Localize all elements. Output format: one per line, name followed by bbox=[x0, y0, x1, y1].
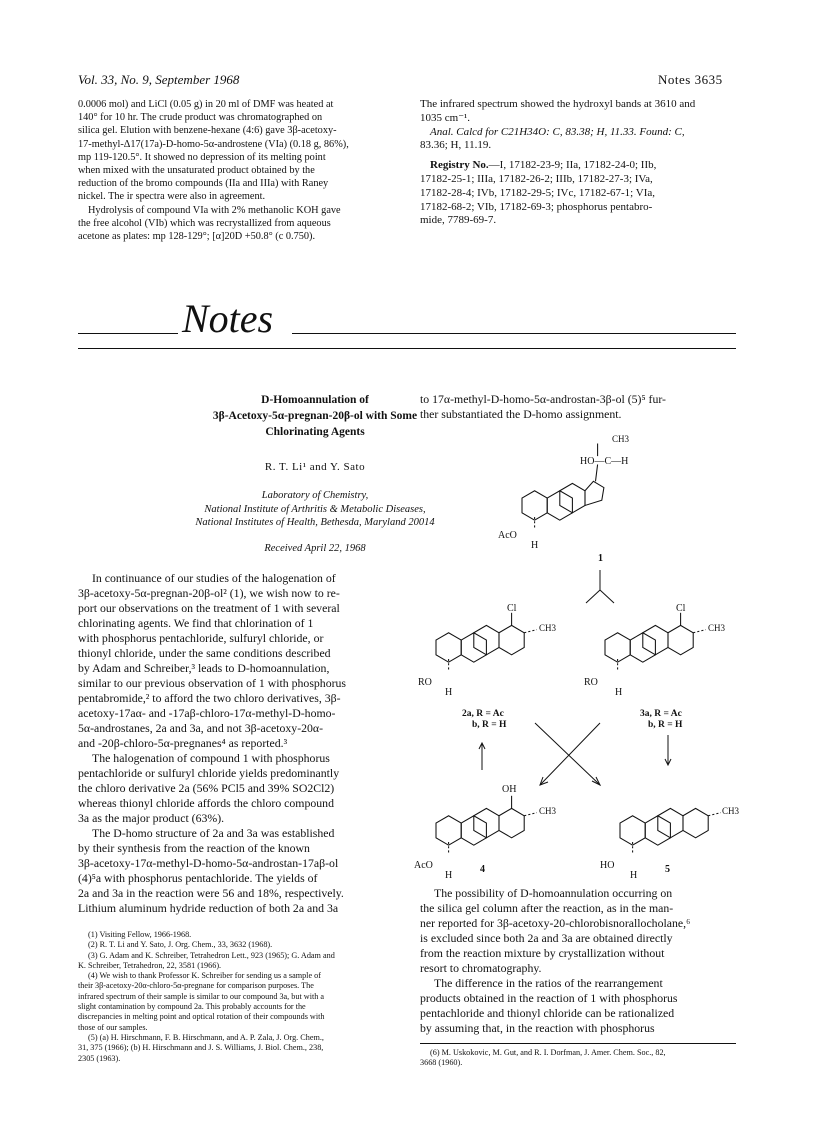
text-line: pentachloride or sulfuryl chloride yields predominantly bbox=[78, 766, 340, 780]
text-line: from the reaction mixture by crystallization without bbox=[420, 946, 665, 960]
prev-left-column bbox=[78, 98, 400, 243]
text-line: In continuance of our studies of the halogenation of bbox=[92, 571, 336, 585]
registry-label: Registry No. bbox=[430, 159, 489, 172]
left-body bbox=[78, 571, 400, 916]
text-line: the chloro derivative 2a (56% PCl5 and 39% SO2Cl2) bbox=[78, 781, 335, 795]
ch3-label-5: CH3 bbox=[722, 806, 740, 816]
title-line: D-Homoannulation of bbox=[261, 394, 369, 406]
text-line: acetone as plates: mp 128-129°; [α]20D +50.8° (c 0.750). bbox=[78, 231, 316, 243]
h-label-1: H bbox=[531, 540, 539, 551]
text-line: 5α-androstanes, 2a and 3a, and not 3β-acetoxy-20α- bbox=[78, 721, 324, 735]
text-line: 17-methyl-Δ17(17a)-D-homo-5α-androstene (VIa) (0.18 g, 86%), bbox=[78, 138, 349, 150]
text-line: 0.0006 mol) and LiCl (0.05 g) in 20 ml of DMF was heated at bbox=[78, 99, 334, 110]
affiliation-line: Laboratory of Chemistry, bbox=[261, 490, 369, 501]
running-head-left: Vol. 33, No. 9, September 1968 bbox=[78, 72, 240, 87]
prev-right-column bbox=[420, 98, 736, 228]
compound-2-structure bbox=[436, 613, 537, 670]
text-line: the free alcohol (VIb) which was recrystallized from aqueous bbox=[78, 217, 331, 229]
text-line: chlorinating agents. We find that chlorination of 1 bbox=[78, 616, 314, 630]
text-line: by assuming that, in the reaction with phosphorus bbox=[420, 1021, 655, 1035]
text-line: thionyl chloride, under the same conditions described bbox=[78, 646, 331, 660]
ho-label-5: HO bbox=[600, 860, 615, 871]
text-line: with phosphorus pentachloride, sulfuryl chloride, or bbox=[78, 631, 324, 645]
footnote-line: K. Schreiber, Tetrahedron, 22, 3581 (1966). bbox=[78, 960, 222, 970]
text-line: mp 119-120.5°. It showed no depression of its melting point bbox=[78, 151, 326, 163]
section-divider bbox=[78, 348, 736, 349]
text-line: ner reported for 3β-acetoxy-20-chlorobisnorallocholane,⁶ bbox=[420, 916, 691, 930]
footnote-line: (6) M. Uskokovic, M. Gut, and R. I. Dorfman, J. Amer. Chem. Soc., 82, bbox=[430, 1048, 666, 1057]
text-line: 2a and 3a in the reaction were 56 and 18%, respectively. bbox=[78, 886, 344, 900]
authors: R. T. Li¹ and Y. Sato bbox=[264, 461, 366, 473]
footnote-line: (3) G. Adam and K. Schreiber, Tetrahedron Lett., 923 (1965); G. Adam and bbox=[88, 950, 335, 960]
notes-rule-left bbox=[78, 333, 178, 334]
registry-line bbox=[420, 159, 736, 173]
cross-arrows bbox=[479, 723, 671, 785]
footnote-line: 3668 (1960). bbox=[420, 1058, 463, 1068]
text-line: acetoxy-17aα- and -17aβ-chloro-17α-methyl-D-homo- bbox=[78, 706, 336, 720]
text-line: 1035 cm⁻¹. bbox=[420, 111, 471, 124]
footnote-line: (4) We wish to thank Professor K. Schreiber for sending us a sample of bbox=[88, 971, 321, 981]
footnote-line: slight contamination by compound 2a. This probably accounts for the bbox=[78, 1002, 306, 1012]
left-footnotes bbox=[78, 930, 400, 1064]
reaction-scheme bbox=[400, 425, 740, 885]
text-line: 3β-acetoxy-17α-methyl-D-homo-5α-androstan-17aβ-ol bbox=[78, 856, 339, 870]
text-line: Hydrolysis of compound VIa with 2% methanolic KOH gave bbox=[88, 204, 341, 216]
compound-5-number: 5 bbox=[665, 864, 670, 875]
cl-label-2: Cl bbox=[507, 603, 517, 614]
title-line: Chlorinating Agents bbox=[265, 426, 365, 438]
cl-label-3: Cl bbox=[676, 603, 686, 614]
text-line: The possibility of D-homoannulation occurring on bbox=[434, 886, 673, 900]
footnote-line: (1) Visiting Fellow, 1966-1968. bbox=[88, 930, 192, 939]
ro-label-3: RO bbox=[584, 677, 598, 688]
text-line: nickel. The ir spectra were also in agreement. bbox=[78, 191, 266, 203]
text-line: (4)⁵a with phosphorus pentachloride. The yields of bbox=[78, 871, 318, 885]
compound-3-structure bbox=[605, 613, 706, 670]
section-title: Notes bbox=[182, 296, 274, 341]
text-line: port our observations on the treatment of 1 with several bbox=[78, 601, 340, 615]
text-line: reduction of the bromo compounds (IIa and IIIa) with Raney bbox=[78, 178, 329, 190]
text-line: 140° for 10 hr. The crude product was chromatographed on bbox=[78, 112, 323, 124]
text-line: The D-homo structure of 2a and 3a was established bbox=[92, 826, 335, 840]
ch3-label-3: CH3 bbox=[708, 623, 726, 633]
footnote-line: those of our samples. bbox=[78, 1022, 148, 1032]
affiliation-line: National Institutes of Health, Bethesda, Maryland 20014 bbox=[195, 517, 435, 528]
footnote-line: 2305 (1963). bbox=[78, 1053, 121, 1063]
text-line: pentabromide,² to afford the two chloro derivatives, 3β- bbox=[78, 691, 341, 705]
footnote-line: 31, 375 (1966); (b) H. Hirschmann and J. S. Williams, J. Biol. Chem., 238, bbox=[78, 1043, 324, 1053]
aco-label-1: AcO bbox=[498, 530, 517, 541]
ch3-label-4: CH3 bbox=[539, 806, 557, 816]
title-line: 3β-Acetoxy-5α-pregnan-20β-ol with Some bbox=[212, 410, 418, 422]
running-head-right: Notes 3635 bbox=[658, 72, 723, 87]
h-label-3: H bbox=[615, 687, 623, 698]
text-line: Lithium aluminum hydride reduction of both 2a and 3a bbox=[78, 901, 339, 915]
text-line: 3β-acetoxy-5α-pregnan-20β-ol² (1), we wish now to re- bbox=[78, 586, 340, 600]
right-footnote bbox=[420, 1043, 736, 1069]
footnote-line: infrared spectrum of their sample is similar to our compound 3a, but with a bbox=[78, 991, 325, 1001]
compound-1-number: 1 bbox=[598, 553, 603, 564]
text-line: by Adam and Schreiber,³ leads to D-homoannulation, bbox=[78, 661, 330, 675]
text-line: pentachloride and thionyl chloride can be rationalized bbox=[420, 1006, 675, 1020]
compound-3a-label: 3a, R = Ac bbox=[640, 709, 682, 719]
text-line: is excluded since both 2a and 3a are obtained directly bbox=[420, 931, 673, 945]
ro-label-2: RO bbox=[418, 677, 432, 688]
right-body bbox=[420, 886, 736, 1036]
text-line: the silica gel column after the reaction, as in the man- bbox=[420, 901, 674, 915]
oh-label-4: OH bbox=[502, 784, 517, 795]
compound-4-structure bbox=[436, 796, 537, 853]
text-line: 83.36; H, 11.19. bbox=[420, 139, 492, 152]
received-date: Received April 22, 1968 bbox=[264, 543, 366, 554]
text-line: Anal. Calcd for C21H34O: C, 83.38; H, 11.33. Found: C, bbox=[430, 125, 685, 138]
notes-rule-right bbox=[292, 333, 736, 334]
footnote-line: discrepancies in melting point and optical rotation of their compounds with bbox=[78, 1012, 325, 1022]
text-line: The difference in the ratios of the rearrangement bbox=[434, 976, 663, 990]
text-line: by their synthesis from the reaction of the known bbox=[78, 841, 310, 855]
text-line: products obtained in the reaction of 1 with phosphorus bbox=[420, 991, 678, 1005]
ho-c-h-label: HO—C—H bbox=[580, 456, 629, 467]
text-line: mide, 7789-69-7. bbox=[420, 214, 497, 227]
text-line: resort to chromatography. bbox=[420, 961, 542, 975]
text-line: 17182-25-1; IIIa, 17182-26-2; IIIb, 17182-27-3; IVa, bbox=[420, 172, 653, 185]
text-line: and -20β-chloro-5α-pregnanes⁴ as reported.³ bbox=[78, 736, 288, 750]
compound-3b-label: b, R = H bbox=[648, 720, 683, 730]
footnote-line: (5) (a) H. Hirschmann, F. B. Hirschmann, and A. P. Zala, J. Org. Chem., bbox=[88, 1032, 324, 1042]
text-line: 17182-68-2; VIb, 17182-69-3; phosphorus pentabro- bbox=[420, 200, 653, 213]
text-line: 17182-28-4; IVb, 17182-29-5; IVc, 17182-67-1; VIa, bbox=[420, 186, 656, 199]
text-line: The infrared spectrum showed the hydroxyl bands at 3610 and bbox=[420, 98, 696, 110]
footnote-line: (2) R. T. Li and Y. Sato, J. Org. Chem., 33, 3632 (1968). bbox=[88, 940, 273, 950]
compound-2a-label: 2a, R = Ac bbox=[462, 709, 504, 719]
compound-4-number: 4 bbox=[480, 864, 485, 875]
branch-arrow bbox=[586, 570, 614, 603]
h-label-4: H bbox=[445, 870, 453, 881]
right-top-text bbox=[420, 392, 736, 422]
text-line: 3a as the major product (63%). bbox=[78, 811, 225, 825]
text-line: when mixed with the unsaturated product obtained by the bbox=[78, 165, 315, 177]
ch3-label-2: CH3 bbox=[539, 623, 557, 633]
article-title bbox=[200, 392, 430, 440]
text-line: whereas thionyl chloride affords the chloro compound bbox=[78, 796, 334, 810]
compound-5-structure bbox=[620, 808, 721, 852]
aco-label-4: AcO bbox=[414, 860, 433, 871]
text-line: silica gel. Elution with benzene-hexane (4:6) gave 3β-acetoxy- bbox=[78, 125, 337, 137]
footnote-line: their 3β-acetoxy-20α-chloro-5α-pregnane for comparison purposes. The bbox=[78, 981, 314, 991]
text-line: to 17α-methyl-D-homo-5α-androstan-3β-ol (5)⁵ fur- bbox=[420, 392, 666, 406]
text-line: —I, 17182-23-9; IIa, 17182-24-0; IIb, bbox=[488, 159, 657, 172]
h-label-2: H bbox=[445, 687, 453, 698]
affiliation-line: National Institute of Arthritis & Metabolic Diseases, bbox=[204, 503, 426, 515]
compound-2b-label: b, R = H bbox=[472, 720, 507, 730]
text-line: similar to our previous observation of 1 with phosphorus bbox=[78, 676, 347, 690]
text-line: The halogenation of compound 1 with phosphorus bbox=[92, 751, 330, 765]
text-line: ther substantiated the D-homo assignment. bbox=[420, 407, 622, 421]
h-label-5: H bbox=[630, 870, 638, 881]
ch3-label-1: CH3 bbox=[612, 434, 630, 444]
